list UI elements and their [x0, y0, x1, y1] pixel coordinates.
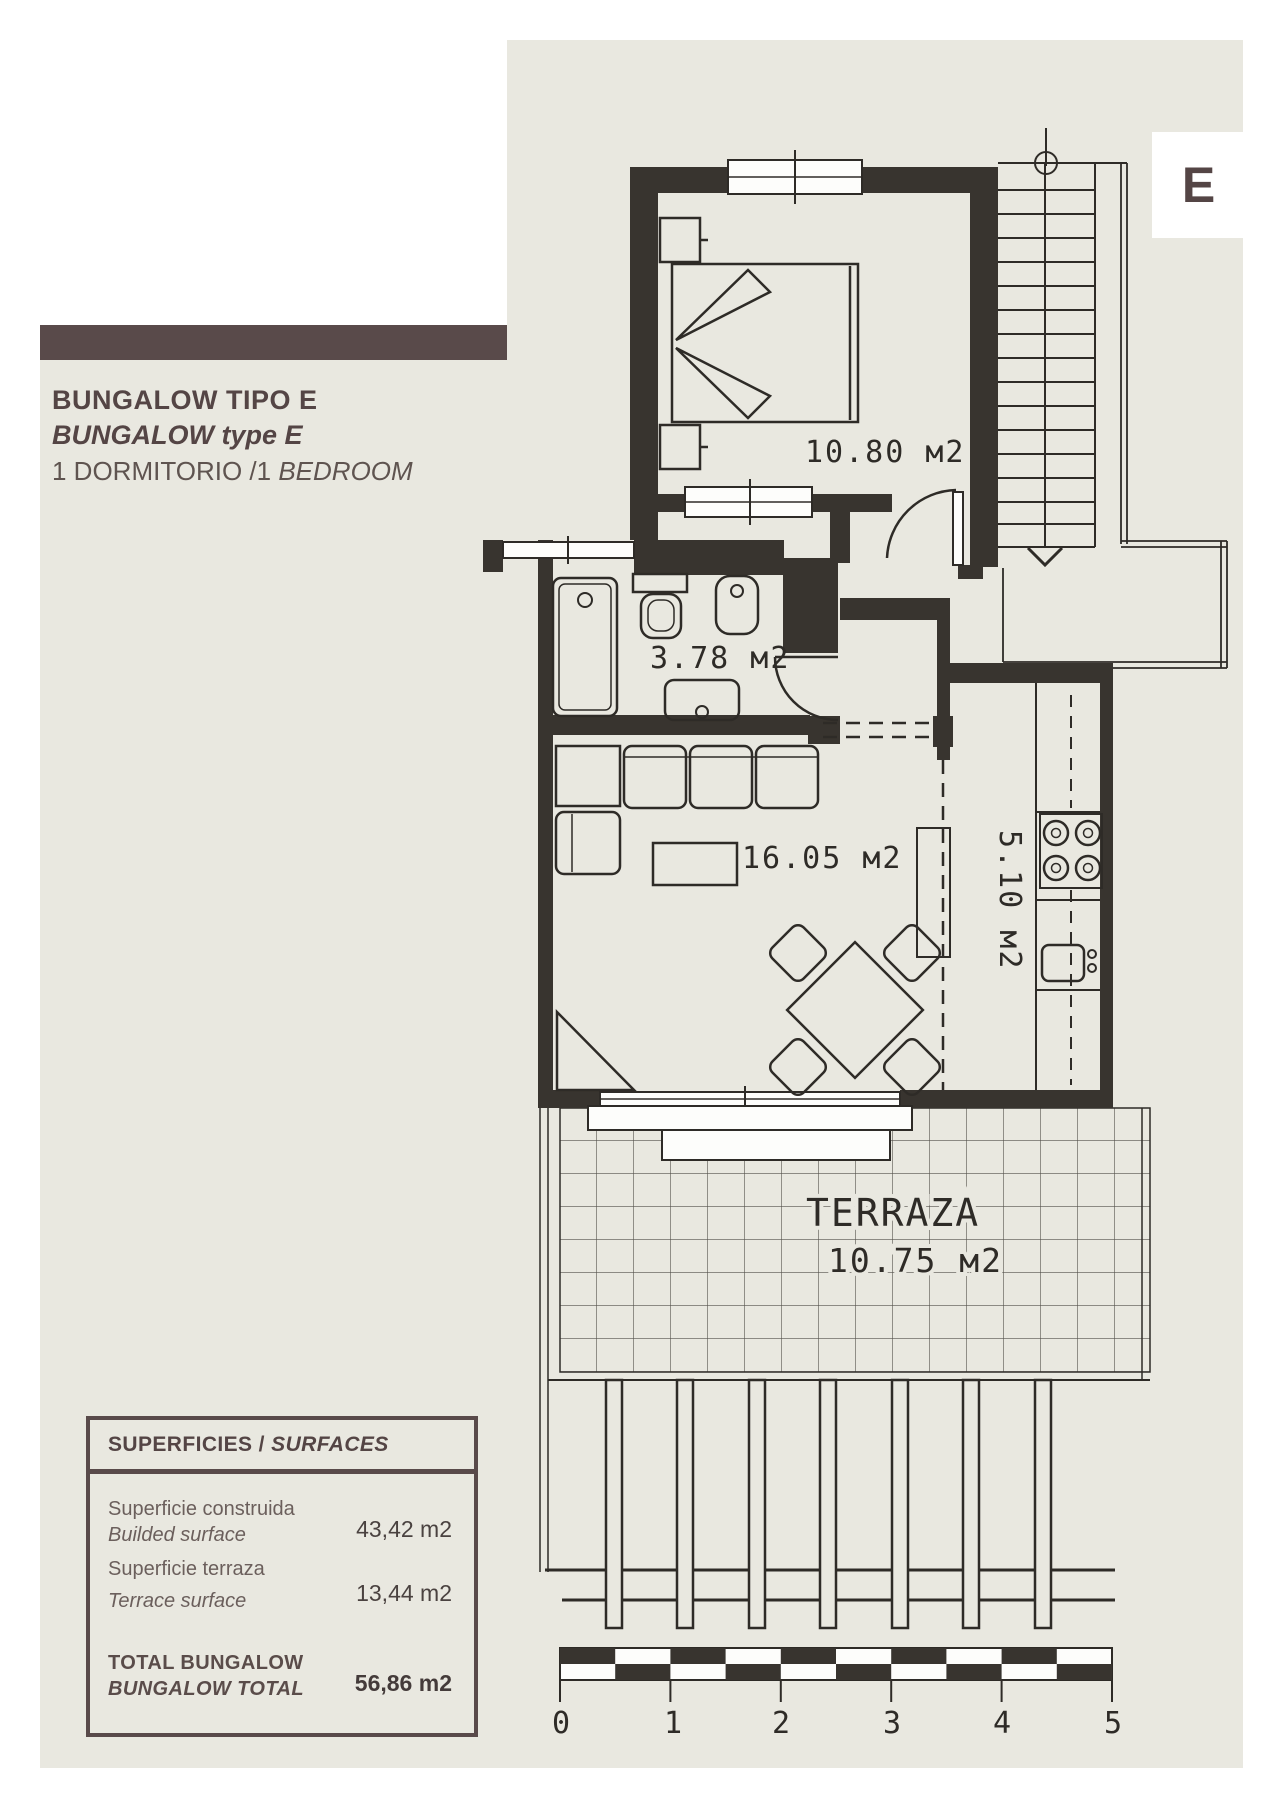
living-furniture: [556, 746, 943, 1098]
armchair: [556, 812, 620, 874]
svg-text:5: 5: [1104, 1706, 1125, 1741]
svg-text:1: 1: [664, 1706, 685, 1741]
stove: [1040, 814, 1102, 888]
pillow: [676, 348, 770, 418]
sofa-cushion: [690, 746, 752, 808]
svg-text:4: 4: [993, 1706, 1014, 1741]
bathtub: [553, 578, 617, 716]
kitchen-cabinet: [917, 828, 950, 957]
bidet: [716, 576, 758, 634]
staircase: [998, 128, 1127, 565]
surfaces-value-total: 56,86 m2: [354, 1670, 452, 1696]
corner-unit: [557, 1012, 634, 1090]
plan-letter: E: [1181, 157, 1216, 213]
svg-text:0: 0: [552, 1706, 573, 1741]
surfaces-row-total: TOTAL BUNGALOW BUNGALOW TOTAL: [108, 1652, 304, 1700]
bathroom-window: [503, 536, 634, 564]
kitchen-area-label: 5.10 м2: [992, 830, 1027, 971]
scale-bar: [552, 1648, 1124, 1741]
pergola: [545, 1380, 1115, 1628]
surfaces-value-built: 43,42 m2: [356, 1516, 452, 1542]
living-area-label: 16.05 м2: [742, 841, 903, 876]
bedroom-area-label: 10.80 м2: [805, 435, 966, 470]
sofa-cushion: [624, 746, 686, 808]
page-subtitle: BUNGALOW type E: [52, 420, 303, 450]
nightstand: [660, 425, 700, 469]
bedroom-furniture: [660, 218, 858, 469]
terrace-area-label: 10.75 м2: [828, 1241, 1003, 1280]
pergola-beams: [606, 1380, 1051, 1628]
terrace-name-label: TERRAZA: [806, 1191, 981, 1235]
surfaces-row-built: Superficie construida Builded surface: [108, 1498, 295, 1546]
sofa-armrest: [556, 746, 620, 806]
pass-through-dashed: [823, 723, 943, 1090]
bedroom-window: [728, 150, 862, 204]
surfaces-row-terrace: Superficie terraza Terrace surface: [108, 1558, 265, 1612]
title-block: [52, 383, 452, 489]
spec-line: 1 DORMITORIO /1 BEDROOM: [52, 456, 413, 486]
surfaces-table: [86, 1416, 478, 1737]
surfaces-header: SUPERFICIES / SURFACES: [90, 1420, 474, 1474]
sofa-cushion: [756, 746, 818, 808]
svg-text:3: 3: [883, 1706, 904, 1741]
scale-numbers: [552, 1706, 1124, 1741]
page-title: BUNGALOW TIPO E: [52, 385, 318, 415]
bath-area-label: 3.78 м2: [650, 641, 791, 676]
nightstand: [660, 218, 700, 262]
pillow: [676, 270, 770, 340]
interior-window: [685, 479, 812, 525]
coffee-table: [653, 843, 737, 885]
terrace: [540, 1108, 1150, 1572]
stairs-down-arrow: [1028, 548, 1062, 565]
plan-letter-box: [1152, 132, 1245, 238]
svg-text:2: 2: [772, 1706, 793, 1741]
surfaces-value-terrace: 13,44 m2: [356, 1580, 452, 1606]
kitchen-sink: [1036, 945, 1100, 990]
bedroom-door: [887, 490, 963, 565]
toilet: [633, 574, 687, 638]
bathroom-sink: [665, 680, 739, 720]
